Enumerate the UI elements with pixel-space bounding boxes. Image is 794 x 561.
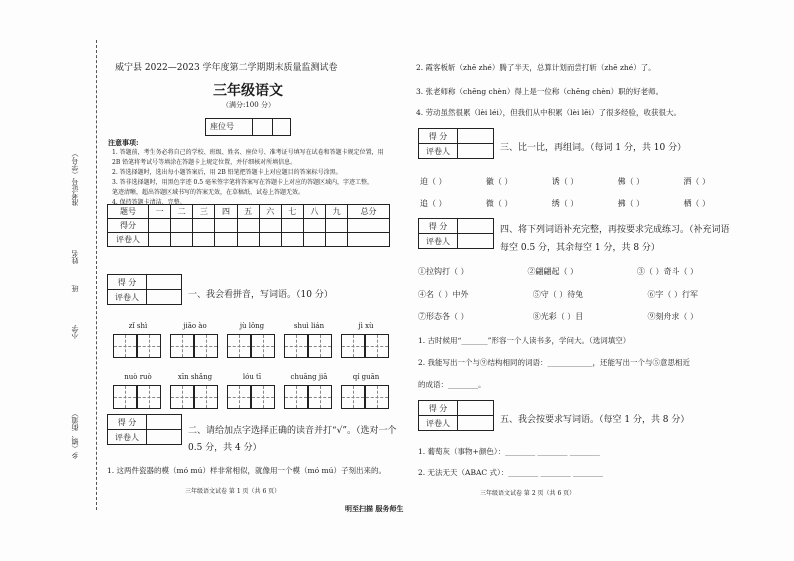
score-header-cell: 一 [149, 205, 171, 219]
notice-line: 1. 答题前，考生务必将自己的学校、班级、姓名、座位号、准考证号填写在试卷和答题卡规定位置，用 [112, 149, 384, 156]
writing-cell[interactable] [341, 334, 365, 358]
compare-item: 洒（ ） [683, 177, 710, 186]
side-label-name: 姓名 [71, 250, 79, 264]
notice-heading: 注意事项: [108, 138, 139, 147]
score-box-label: 得 分 [419, 219, 458, 234]
compare-row [420, 198, 710, 209]
question-text: 2. 霞客板斩（zhē zhé）腾了半天，总算计划而尝打斩（zhē zhé）了。 [416, 63, 656, 72]
compare-item: 微（ ） [485, 199, 513, 208]
notice-line: 4. 保持答题卡清洁、完整。 [112, 199, 186, 206]
compare-item: 佛（ ） [617, 177, 645, 186]
compare-item: 拂（ ） [617, 199, 645, 208]
writing-cell[interactable] [365, 334, 389, 358]
idiom-item: ①拉钩打（ ） [418, 267, 469, 276]
notice-line: 笔迹清晰，超出答题区域书写的答案无效，在草稿纸、试卷上答题无效。 [112, 189, 305, 196]
question-text: 1. 葡萄灰（事物+颜色）：________ ________ ________ [418, 447, 600, 456]
score-table [107, 204, 390, 247]
question-text: 2. 无法无天（ABAC 式）：________ ________ ________ [418, 468, 604, 477]
writing-cell[interactable] [251, 385, 275, 409]
idiom-row [418, 289, 698, 300]
writing-cell[interactable] [284, 385, 308, 409]
writing-cell[interactable] [113, 334, 137, 358]
compare-item: 徽（ ） [485, 177, 513, 186]
idiom-item: ⑨刻舟求（ ） [647, 312, 698, 321]
side-label-class: 班 [71, 285, 79, 292]
compare-row [420, 176, 710, 187]
score-box-label: 得 分 [108, 415, 147, 430]
writing-cell[interactable] [137, 385, 161, 409]
idiom-row [418, 311, 698, 322]
question-text: 的成语：________。 [418, 380, 486, 389]
section3-score-box [418, 128, 494, 159]
scan-watermark: 明至扫描 服务师生 [345, 504, 404, 513]
idiom-item: ④名（ ）中外 [418, 290, 469, 299]
idiom-item: ⑧光彩（ ）目 [532, 312, 584, 321]
writing-cell[interactable] [341, 385, 365, 409]
pinyin-label: lóu tī [242, 373, 262, 381]
writing-cell[interactable] [284, 334, 308, 358]
score-box-label: 得 分 [419, 129, 458, 144]
side-label-exam-number: 准考证号（学号） [71, 150, 79, 206]
score-box-label: 评卷人 [419, 144, 458, 159]
writing-cell[interactable] [308, 385, 332, 409]
pinyin-label: shuì lián [293, 322, 325, 330]
pinyin-label: jù lǒng [239, 322, 265, 330]
subject-title: 三年级语文 [213, 83, 283, 99]
score-header-cell: 二 [171, 205, 193, 219]
page-footer-right: 三年级语文试卷 第 2 页（共 6 页） [480, 490, 576, 497]
section4-score-box [418, 218, 494, 249]
idiom-item: ③（ ）奇斗（ ） [636, 267, 698, 276]
score-row-label: 得分 [108, 219, 149, 233]
section4-title: 四、将下列词语补充完整，再按要求完成练习。（补充词语 [500, 225, 730, 235]
writing-cell[interactable] [308, 334, 332, 358]
writing-cell[interactable] [170, 334, 194, 358]
score-header-cell: 八 [303, 205, 325, 219]
pinyin-label: jiāo ào [183, 322, 207, 330]
writing-cell[interactable] [170, 385, 194, 409]
section5-title: 五、我会按要求写词语。（每空 1 分，共 8 分） [500, 415, 690, 425]
binding-line [96, 40, 97, 510]
notice-list [112, 148, 392, 208]
score-box-label: 得 分 [108, 275, 147, 290]
compare-item: 栖（ ） [683, 199, 710, 208]
writing-cell[interactable] [227, 385, 251, 409]
score-row-label: 评卷人 [108, 233, 149, 247]
idiom-item: ⑤守（ ）待兔 [532, 290, 584, 299]
section2-score-box [107, 414, 182, 445]
idiom-row [418, 266, 698, 277]
writing-cell[interactable] [113, 385, 137, 409]
writing-cell[interactable] [365, 385, 389, 409]
writing-cell[interactable] [194, 385, 218, 409]
score-header-cell: 总分 [348, 205, 390, 219]
compare-item: 追（ ） [420, 199, 447, 208]
writing-cell[interactable] [251, 334, 275, 358]
question-text: 2. 我能写出一个与⑨结构相同的词语：____________，还能写出一个与⑤意思相近 [418, 358, 691, 367]
compare-item: 绣（ ） [551, 199, 579, 208]
writing-cell[interactable] [227, 334, 251, 358]
score-box-label: 得 分 [419, 401, 458, 416]
question-text: 1. 这两件瓷器的模（mó mú）样非常相似，就像用一个模（mó mú）子刻出来的。 [107, 466, 386, 475]
notice-line: 3. 答非选择题时，用黑色字迹 0.5 毫米签字笔将答案写在答题卡上对应的答题区域内，字迹工整， [112, 179, 373, 186]
idiom-item: ②翩翩起（ ） [527, 267, 578, 276]
seat-number-box [205, 118, 291, 136]
section1-title: 一、我会看拼音，写词语。（10 分） [188, 290, 333, 300]
page-footer-left: 三年级语文试卷 第 1 页（共 6 页） [185, 488, 281, 495]
score-box-label: 评卷人 [108, 290, 147, 305]
writing-cell[interactable] [194, 334, 218, 358]
section2-title: 二、请给加点字选择正确的读音并打“√”。（选对一个 [188, 426, 397, 436]
seat-number-label: 座位号 [210, 122, 234, 131]
section4-title-cont: 每空 0.5 分，其余每空 1 分，共 8 分） [500, 243, 660, 253]
section1-score-box [107, 274, 182, 305]
question-text: 3. 张老师称（chēng chèn）得上是一位称（chēng chèn）职的好老师。 [416, 87, 664, 96]
section2-title-cont: 0.5 分，共 4 分） [188, 443, 262, 453]
side-label-town: 乡（镇、街道） [71, 410, 79, 459]
compare-item: 诱（ ） [551, 177, 579, 186]
score-header-cell: 七 [281, 205, 303, 219]
section5-score-box [418, 400, 494, 431]
notice-line: 2. 答选择题时，选出每小题答案后，用 2B 铅笔把答题卡上对应题目的答案标号涂黑。 [112, 169, 342, 176]
side-label-school: 小学 [71, 325, 79, 339]
score-box-label: 评卷人 [419, 234, 458, 249]
idiom-item: ⑦形态各（ ） [418, 312, 469, 321]
pinyin-label: zǐ shì [128, 322, 148, 330]
question-text: 4. 劳动虽然很累（lèi léi），但我们从中积累（lèi lěi）了很多经验，收获很大。 [416, 108, 681, 117]
score-header-cell: 六 [259, 205, 281, 219]
idiom-item: ⑥字（ ）行军 [647, 290, 698, 299]
score-header-cell: 题号 [108, 205, 149, 219]
score-header-cell: 九 [326, 205, 348, 219]
exam-title: 威宁县 2022—2023 学年度第二学期期末质量监测试卷 [115, 63, 338, 73]
score-header-cell: 五 [237, 205, 259, 219]
section3-title: 三、比一比，再组词。（每词 1 分，共 10 分） [500, 143, 687, 153]
writing-cell[interactable] [137, 334, 161, 358]
score-box-label: 评卷人 [419, 416, 458, 431]
question-text: 1. 古时候用“_______”形容一个人读书多，学问大。（选词填空） [418, 336, 631, 345]
pinyin-label: nuò ruò [124, 373, 152, 381]
score-header-cell: 三 [193, 205, 215, 219]
score-header-cell: 四 [215, 205, 237, 219]
pinyin-label: xīn shǎng [177, 373, 213, 381]
pinyin-label: qí guān [352, 373, 380, 381]
notice-line: 2B 铅笔将考试号等填涂在答题卡上规定位置，并仔细核对所填信息。 [112, 159, 297, 166]
score-box-label: 评卷人 [108, 430, 147, 445]
pinyin-label: jì xù [358, 322, 374, 330]
compare-item: 迫（ ） [420, 177, 447, 186]
pinyin-label: chuāng jiā [290, 373, 328, 381]
full-score: （满分:100 分） [222, 101, 275, 109]
